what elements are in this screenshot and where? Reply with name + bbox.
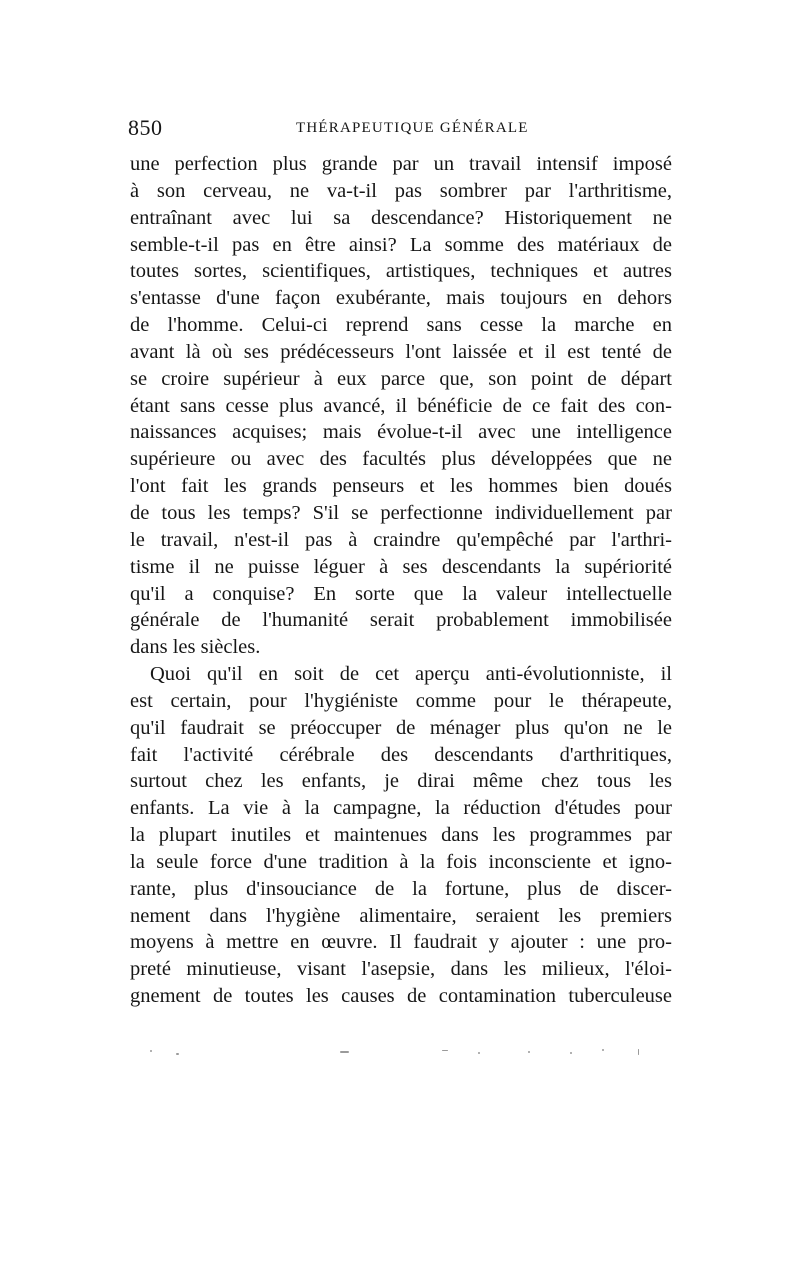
text-line: naissances acquises; mais évolue-t-il avec une intelligence (130, 421, 672, 444)
text-line: moyens à mettre en œuvre. Il faudrait y ajouter : une pro- (130, 931, 672, 954)
text-line: générale de l'humanité serait probablement immobilisée (130, 609, 672, 632)
text-line: une perfection plus grande par un travail intensif imposé (130, 153, 672, 175)
text-line: le travail, n'est-il pas à craindre qu'empêché par l'arthri- (130, 528, 672, 551)
speck (442, 1050, 448, 1051)
scan-specks (140, 1047, 660, 1059)
text-line: se croire supérieur à eux parce que, son point de départ (130, 367, 672, 390)
text-line: surtout chez les enfants, je dirai même chez tous les (130, 770, 672, 793)
speck (340, 1051, 349, 1053)
text-line: entraînant avec lui sa descendance? Historiquement ne (130, 206, 672, 229)
text-line: rante, plus d'insouciance de la fortune, plus de discer- (130, 877, 672, 900)
text-line: de tous les temps? S'il se perfectionne individuellement par (130, 501, 672, 524)
text-line: qu'il faudrait se préoccuper de ménager plus qu'on ne le (130, 716, 672, 739)
text-line: à son cerveau, ne va-t-il pas sombrer par l'arthritisme, (130, 179, 672, 202)
paragraph-2 (130, 661, 672, 1010)
text-line: dans les siècles. (130, 636, 261, 659)
text-line: l'ont fait les grands penseurs et les hommes bien doués (130, 475, 672, 498)
text-line: avant là où ses prédécesseurs l'ont laissée et il est tenté de (130, 340, 672, 363)
speck (570, 1052, 572, 1054)
text-line: semble-t-il pas en être ainsi? La somme des matériaux de (130, 233, 672, 256)
text-line: de l'homme. Celui-ci reprend sans cesse la marche en (130, 314, 672, 337)
speck (176, 1053, 179, 1055)
page-number: 850 (128, 115, 163, 140)
paragraph-1 (130, 151, 672, 661)
text-line: nement dans l'hygiène alimentaire, seraient les premiers (130, 904, 672, 927)
text-line: qu'il a conquise? En sorte que la valeur intellectuelle (130, 582, 672, 605)
text-line: est certain, pour l'hygiéniste comme pour le thérapeute, (130, 689, 672, 712)
text-line: gnement de toutes les causes de contamination tuberculeuse (130, 985, 672, 1008)
speck (602, 1049, 604, 1051)
text-line: Quoi qu'il en soit de cet aperçu anti-évolutionniste, il (150, 663, 672, 686)
running-title: THÉRAPEUTIQUE GÉNÉRALE (296, 120, 529, 136)
text-line: preté minutieuse, visant l'asepsie, dans les milieux, l'éloi- (130, 958, 672, 981)
text-line: toutes sortes, scientifiques, artistiques, techniques et autres (130, 260, 672, 283)
text-line: s'entasse d'une façon exubérante, mais toujours en dehors (130, 287, 672, 310)
text-line: enfants. La vie à la campagne, la réduction d'études pour (130, 797, 672, 820)
text-line: la seule force d'une tradition à la fois inconsciente et igno- (130, 850, 672, 873)
text-line: fait l'activité cérébrale des descendants d'arthritiques, (130, 743, 672, 766)
text-line: supérieure ou avec des facultés plus développées que ne (130, 448, 672, 471)
text-line: tisme il ne puisse léguer à ses descendants la supériorité (130, 555, 672, 578)
speck (150, 1050, 152, 1052)
speck (478, 1052, 480, 1054)
body-text (130, 151, 672, 1010)
speck (528, 1051, 530, 1053)
text-line: la plupart inutiles et maintenues dans les programmes par (130, 824, 672, 847)
text-line: étant sans cesse plus avancé, il bénéficie de ce fait des con- (130, 394, 672, 417)
speck (638, 1049, 639, 1055)
running-head (128, 116, 672, 140)
